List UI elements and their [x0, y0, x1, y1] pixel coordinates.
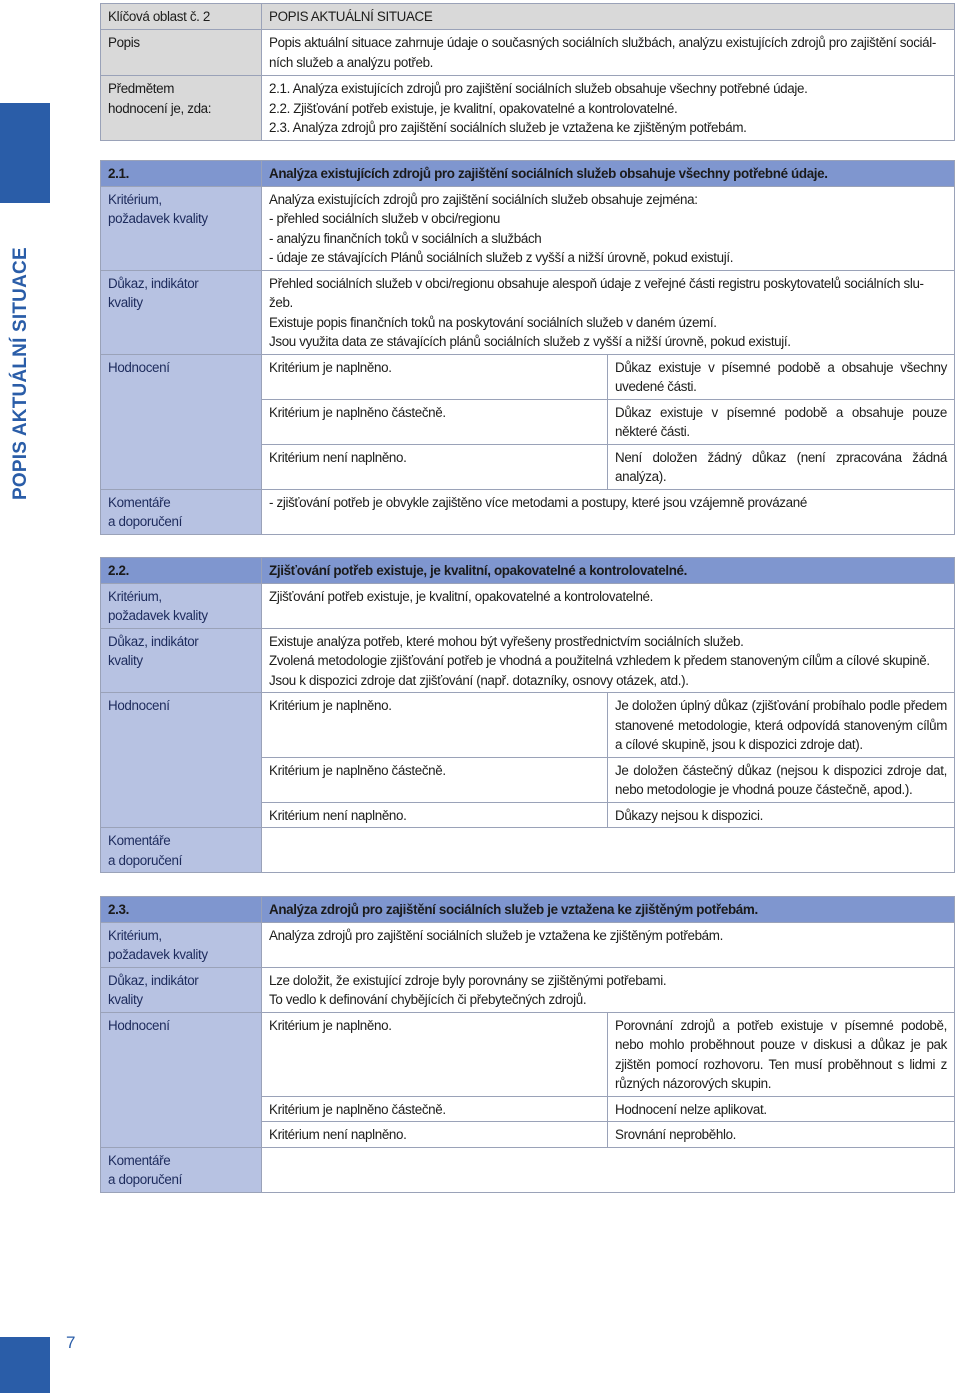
intro-table [100, 3, 955, 141]
area-label: Klíčová oblast č. 2 [101, 4, 262, 30]
hodnoceni-evidence: Je doložen úplný důkaz (zjišťování probíhalo podle předem stanovené metodologie, která odpovídá stanoveným cílům a cílové skupině, jsou k dispozici zdroje dat). [608, 693, 955, 758]
hodnoceni-status: Kritérium je naplněno částečně. [262, 757, 608, 802]
hodnoceni-status: Kritérium není naplněno. [262, 802, 608, 828]
hodnoceni-status: Kritérium je naplněno. [262, 1012, 608, 1096]
popis-label: Popis [101, 30, 262, 76]
hodnoceni-evidence: Je doložen částečný důkaz (nejsou k dispozici zdroje dat, nebo metodologie je vhodná pouze částečně, apod.). [608, 757, 955, 802]
predmet-label: Předmětem hodnocení je, zda: [101, 76, 262, 141]
section-title: Analýza zdrojů pro zajištění sociálních služeb je vztažena ke zjištěným potřebám. [262, 897, 955, 923]
section-2-2-table [100, 557, 955, 873]
komentare-text: - zjišťování potřeb je obvykle zajištěno více metodami a postupy, které jsou vzájemně provázané [262, 489, 955, 534]
section-number: 2.1. [101, 161, 262, 187]
hodnoceni-evidence: Důkaz existuje v písemné podobě a obsahuje pouze některé části. [608, 399, 955, 444]
hodnoceni-label: Hodnocení [101, 693, 262, 828]
kriterium-label: Kritérium, požadavek kvality [101, 186, 262, 270]
komentare-label: Komentáře a doporučení [101, 489, 262, 534]
hodnoceni-status: Kritérium je naplněno. [262, 693, 608, 758]
predmet-item: 2.3. Analýza zdrojů pro zajištění sociálních služeb je vztažena ke zjištěným potřebám. [269, 120, 747, 135]
section-2-3-table [100, 896, 955, 1193]
hodnoceni-evidence: Není doložen žádný důkaz (není zpracována žádná analýza). [608, 444, 955, 489]
footer-accent-bar [0, 1337, 50, 1393]
hodnoceni-evidence: Porovnání zdrojů a potřeb existuje v písemné podobě, nebo mohlo proběhnout pouze v diskusi a důkaz je pak zjištěn pomocí rozhovoru. Ten musí proběhnout s lidmi z různých názorových skupin. [608, 1012, 955, 1096]
hodnoceni-evidence: Důkazy nejsou k dispozici. [608, 802, 955, 828]
komentare-text [262, 828, 955, 873]
dukaz-label: Důkaz, indikátor kvality [101, 967, 262, 1012]
hodnoceni-label: Hodnocení [101, 354, 262, 489]
predmet-item: 2.1. Analýza existujících zdrojů pro zajištění sociálních služeb obsahuje všechny potřebné údaje. [269, 81, 808, 96]
hodnoceni-evidence: Srovnání neproběhlo. [608, 1122, 955, 1148]
hodnoceni-status: Kritérium není naplněno. [262, 444, 608, 489]
dukaz-text: Přehled sociálních služeb v obci/regionu obsahuje alespoň údaje z veřejné části registru poskytovatelů sociálních slu- žeb. Existuje popis finančních toků na poskytování sociálních služeb v daném území. Jsou využita data ze stávajících plánů sociálních služeb z vyšší a nižší úrovně, pokud existují. [262, 270, 955, 354]
hodnoceni-evidence: Důkaz existuje v písemné podobě a obsahuje všechny uvedené části. [608, 354, 955, 399]
section-number: 2.2. [101, 558, 262, 584]
komentare-label: Komentáře a doporučení [101, 1147, 262, 1192]
hodnoceni-evidence: Hodnocení nelze aplikovat. [608, 1096, 955, 1122]
predmet-item: 2.2. Zjišťování potřeb existuje, je kvalitní, opakovatelné a kontrolovatelné. [269, 100, 678, 116]
vertical-section-title: POPIS AKTUÁLNÍ SITUACE [10, 247, 31, 500]
kriterium-text: Zjišťování potřeb existuje, je kvalitní, opakovatelné a kontrolovatelné. [262, 583, 955, 628]
komentare-label: Komentáře a doporučení [101, 828, 262, 873]
section-title: Analýza existujících zdrojů pro zajištění sociálních služeb obsahuje všechny potřebné údaje. [262, 161, 955, 187]
dukaz-label: Důkaz, indikátor kvality [101, 270, 262, 354]
kriterium-label: Kritérium, požadavek kvality [101, 922, 262, 967]
page-number: 7 [66, 1333, 76, 1352]
komentare-text [262, 1147, 955, 1192]
hodnoceni-status: Kritérium je naplněno částečně. [262, 1096, 608, 1122]
section-2-1-table [100, 160, 955, 535]
hodnoceni-status: Kritérium je naplněno částečně. [262, 399, 608, 444]
area-title: POPIS AKTUÁLNÍ SITUACE [262, 4, 955, 30]
dukaz-text: Lze doložit, že existující zdroje byly porovnány se zjištěnými potřebami. To vedlo k definování chybějících či přebytečných zdrojů. [262, 967, 955, 1012]
popis-text: Popis aktuální situace zahrnuje údaje o současných sociálních službách, analýzu existujících zdrojů pro zajištění sociál- ních služeb a analýzu potřeb. [262, 30, 955, 76]
dukaz-text: Existuje analýza potřeb, které mohou být vyřešeny prostřednictvím sociálních služeb. Zvolená metodologie zjišťování potřeb je vhodná a použitelná vzhledem k předem stanoveným cílům a cílové skupině. Jsou k dispozici zdroje dat zjišťování (např. dotazníky, osnovy otázek, atd.). [262, 628, 955, 693]
hodnoceni-label: Hodnocení [101, 1012, 262, 1147]
hodnoceni-status: Kritérium není naplněno. [262, 1122, 608, 1148]
dukaz-label: Důkaz, indikátor kvality [101, 628, 262, 693]
hodnoceni-status: Kritérium je naplněno. [262, 354, 608, 399]
section-number: 2.3. [101, 897, 262, 923]
section-title: Zjišťování potřeb existuje, je kvalitní, opakovatelné a kontrolovatelné. [262, 558, 955, 584]
kriterium-text: Analýza zdrojů pro zajištění sociálních služeb je vztažena ke zjištěným potřebám. [262, 922, 955, 967]
kriterium-label: Kritérium, požadavek kvality [101, 583, 262, 628]
predmet-list [262, 76, 955, 141]
kriterium-text: Analýza existujících zdrojů pro zajištění sociálních služeb obsahuje zejména: - přehled sociálních služeb v obci/regionu - analýzu finančních toků v sociálních a službách - údaje ze stávajících Plánů sociálních služeb z vyšší a nižší úrovně, pokud existují. [262, 186, 955, 270]
